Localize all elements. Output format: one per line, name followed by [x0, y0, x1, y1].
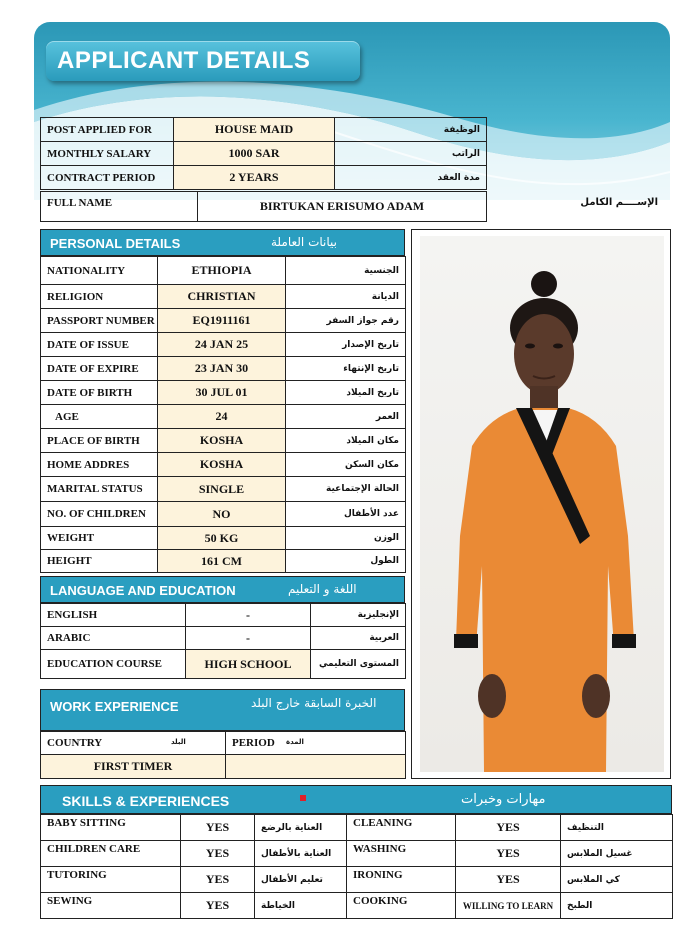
- english-label: ENGLISH: [41, 604, 186, 627]
- skills-row: [41, 841, 673, 867]
- children-label: NO. OF CHILDREN: [41, 502, 158, 527]
- personal-row: [41, 257, 406, 285]
- skills-row: [41, 815, 673, 841]
- job-row: [41, 118, 487, 142]
- personal-row: [41, 333, 406, 357]
- job-row: [41, 142, 487, 166]
- marital-label: MARITAL STATUS: [41, 477, 158, 502]
- education-label-ar: المستوى التعليمي: [311, 650, 406, 679]
- skill-label-ar: العناية بالأطفال: [255, 841, 347, 867]
- birthplace-value: KOSHA: [158, 429, 286, 453]
- birthplace-label: PLACE OF BIRTH: [41, 429, 158, 453]
- skill-value: YES: [181, 841, 255, 867]
- personal-heading-en: PERSONAL DETAILS: [50, 236, 181, 251]
- skill-label: WASHING: [347, 841, 456, 867]
- education-label: EDUCATION COURSE: [41, 650, 186, 679]
- skill-value: WILLING TO LEARN: [456, 893, 561, 919]
- personal-row: [41, 405, 406, 429]
- post-label-ar: الوظيفة: [335, 118, 487, 142]
- language-row: [41, 650, 406, 679]
- country-label-ar: البلد: [171, 738, 186, 746]
- skill-label-ar: الخياطة: [255, 893, 347, 919]
- expire-label-ar: تاريخ الإنتهاء: [286, 357, 406, 381]
- dob-label: DATE OF BIRTH: [41, 381, 158, 405]
- issue-label-ar: تاريخ الإصدار: [286, 333, 406, 357]
- work-heading: [40, 689, 405, 731]
- religion-label: RELIGION: [41, 285, 158, 309]
- address-label-ar: مكان السكن: [286, 453, 406, 477]
- dob-label-ar: تاريخ الميلاد: [286, 381, 406, 405]
- skill-value: YES: [181, 893, 255, 919]
- skill-label-ar: العناية بالرضع: [255, 815, 347, 841]
- language-heading-en: LANGUAGE AND EDUCATION: [50, 583, 236, 598]
- applicant-portrait-illustration: [420, 236, 664, 772]
- personal-row: [41, 285, 406, 309]
- skill-value: YES: [181, 867, 255, 893]
- skill-label-ar: تعليم الأطفال: [255, 867, 347, 893]
- expire-label: DATE OF EXPIRE: [41, 357, 158, 381]
- skills-heading-en: SKILLS & EXPERIENCES: [62, 793, 230, 809]
- skill-label-ar: كي الملابس: [561, 867, 673, 893]
- passport-value: EQ1911161: [158, 309, 286, 333]
- weight-label: WEIGHT: [41, 527, 158, 550]
- skill-value: YES: [456, 841, 561, 867]
- children-value: NO: [158, 502, 286, 527]
- skill-label-ar: التنظيف: [561, 815, 673, 841]
- salary-value: 1000 SAR: [174, 142, 335, 166]
- fullname-value: BIRTUKAN ERISUMO ADAM: [198, 192, 487, 222]
- work-heading-ar: الخبرة السابقة خارج البلد: [251, 696, 377, 710]
- skill-label: BABY SITTING: [41, 815, 181, 841]
- period-cell: [226, 732, 406, 755]
- personal-table: [40, 256, 406, 573]
- issue-label: DATE OF ISSUE: [41, 333, 158, 357]
- personal-row: [41, 453, 406, 477]
- language-heading: [40, 576, 405, 603]
- nationality-label-ar: الجنسية: [286, 257, 406, 285]
- skill-label-ar: غسيل الملابس: [561, 841, 673, 867]
- marital-value: SINGLE: [158, 477, 286, 502]
- education-value: HIGH SCHOOL: [186, 650, 311, 679]
- personal-heading: [40, 229, 405, 256]
- skill-label: SEWING: [41, 893, 181, 919]
- language-row: [41, 627, 406, 650]
- period-value: [226, 755, 406, 779]
- contract-label: CONTRACT PERIOD: [41, 166, 174, 190]
- applicant-photo-frame: [411, 229, 671, 779]
- religion-value: CHRISTIAN: [158, 285, 286, 309]
- skill-label: IRONING: [347, 867, 456, 893]
- passport-label: PASSPORT NUMBER: [41, 309, 158, 333]
- weight-value: 50 KG: [158, 527, 286, 550]
- personal-row: [41, 477, 406, 502]
- skill-label: COOKING: [347, 893, 456, 919]
- name-row: [41, 192, 487, 222]
- age-label-ar: العمر: [286, 405, 406, 429]
- address-value: KOSHA: [158, 453, 286, 477]
- skills-heading-ar: مهارات وخبرات: [461, 792, 546, 807]
- skill-value: YES: [181, 815, 255, 841]
- birthplace-label-ar: مكان الميلاد: [286, 429, 406, 453]
- skills-row: [41, 893, 673, 919]
- skills-table: [40, 814, 673, 919]
- personal-row: [41, 527, 406, 550]
- language-table: [40, 603, 406, 679]
- personal-row: [41, 309, 406, 333]
- country-cell: [41, 732, 226, 755]
- personal-row: [41, 550, 406, 573]
- english-value: -: [186, 604, 311, 627]
- arabic-label-ar: العربية: [311, 627, 406, 650]
- contract-value: 2 YEARS: [174, 166, 335, 190]
- skill-label-ar: الطبخ: [561, 893, 673, 919]
- age-value: 24: [158, 405, 286, 429]
- marital-label-ar: الحالة الإجتماعية: [286, 477, 406, 502]
- address-label: HOME ADDRES: [41, 453, 158, 477]
- children-label-ar: عدد الأطفال: [286, 502, 406, 527]
- work-table: [40, 731, 406, 779]
- personal-row: [41, 429, 406, 453]
- height-value: 161 CM: [158, 550, 286, 573]
- english-label-ar: الإنجليزية: [311, 604, 406, 627]
- job-row: [41, 166, 487, 190]
- age-label: AGE: [41, 405, 158, 429]
- nationality-value: ETHIOPIA: [158, 257, 286, 285]
- job-table: [40, 117, 487, 190]
- work-header-row: [41, 732, 406, 755]
- post-value: HOUSE MAID: [174, 118, 335, 142]
- passport-label-ar: رقم جواز السفر: [286, 309, 406, 333]
- skills-heading: [40, 785, 672, 814]
- nationality-label: NATIONALITY: [41, 257, 158, 285]
- dob-value: 30 JUL 01: [158, 381, 286, 405]
- post-label: POST APPLIED FOR: [41, 118, 174, 142]
- applicant-photo: [420, 236, 664, 772]
- country-value: FIRST TIMER: [41, 755, 226, 779]
- language-row: [41, 604, 406, 627]
- skill-label: TUTORING: [41, 867, 181, 893]
- height-label: HEIGHT: [41, 550, 158, 573]
- skill-value: YES: [456, 867, 561, 893]
- arabic-value: -: [186, 627, 311, 650]
- height-label-ar: الطول: [286, 550, 406, 573]
- period-label: PERIOD: [232, 737, 275, 749]
- religion-label-ar: الديانة: [286, 285, 406, 309]
- work-value-row: [41, 755, 406, 779]
- skills-row: [41, 867, 673, 893]
- work-heading-en: WORK EXPERIENCE: [50, 699, 179, 714]
- personal-heading-ar: بيانات العاملة: [271, 235, 337, 249]
- skill-value: YES: [456, 815, 561, 841]
- personal-row: [41, 502, 406, 527]
- period-label-ar: المدة: [286, 738, 304, 746]
- personal-row: [41, 357, 406, 381]
- name-table: [40, 191, 487, 222]
- skill-label: CLEANING: [347, 815, 456, 841]
- expire-value: 23 JAN 30: [158, 357, 286, 381]
- salary-label: MONTHLY SALARY: [41, 142, 174, 166]
- personal-row: [41, 381, 406, 405]
- contract-label-ar: مدة العقد: [335, 166, 487, 190]
- fullname-label: FULL NAME: [41, 192, 198, 222]
- page-title: APPLICANT DETAILS: [46, 41, 360, 81]
- salary-label-ar: الراتب: [335, 142, 487, 166]
- skill-label: CHILDREN CARE: [41, 841, 181, 867]
- issue-value: 24 JAN 25: [158, 333, 286, 357]
- weight-label-ar: الوزن: [286, 527, 406, 550]
- fullname-label-ar: الإســــم الكامل: [580, 197, 658, 208]
- arabic-label: ARABIC: [41, 627, 186, 650]
- country-label: COUNTRY: [47, 737, 103, 749]
- red-dot-marker: [300, 795, 306, 801]
- language-heading-ar: اللغة و التعليم: [288, 582, 357, 596]
